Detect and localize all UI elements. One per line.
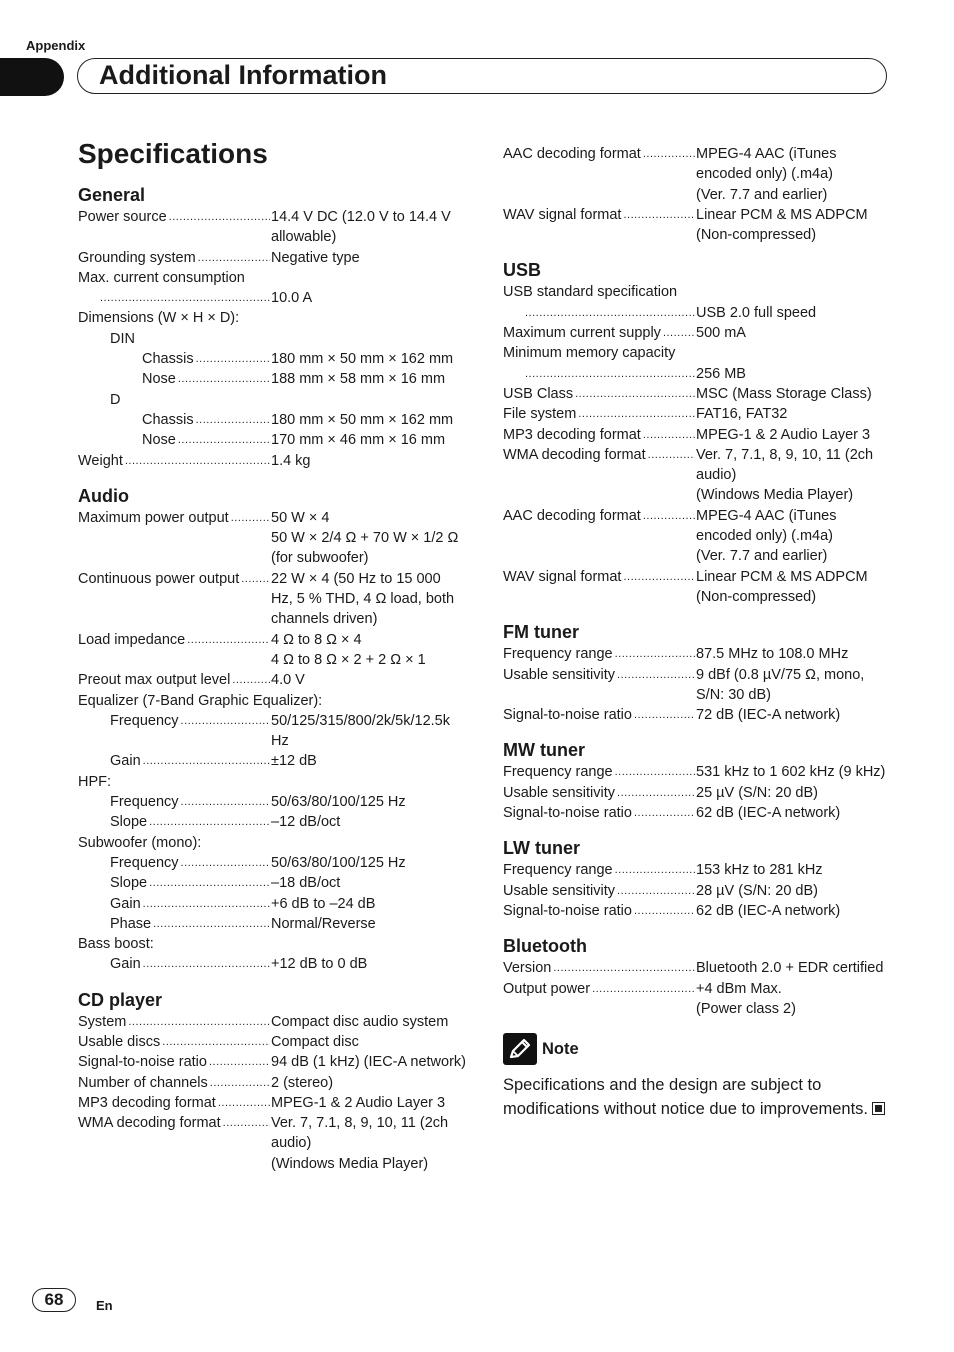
spec-row xyxy=(78,691,466,711)
spec-heading: Audio xyxy=(78,485,129,506)
spec-row xyxy=(78,288,466,308)
spec-label: Gain xyxy=(110,956,141,973)
spec-value: +4 dBm Max. (Power class 2) xyxy=(696,980,796,1017)
spec-label: Signal-to-noise ratio xyxy=(503,902,632,919)
spec-row xyxy=(78,248,466,268)
spec-label: Output power xyxy=(503,980,591,997)
spec-row xyxy=(503,665,891,706)
page-title: Specifications xyxy=(78,138,268,169)
spec-value: –18 dB/oct xyxy=(271,875,341,892)
spec-value: Normal/Reverse xyxy=(271,915,376,932)
spec-group-lw-tuner xyxy=(503,837,891,921)
spec-heading: General xyxy=(78,185,146,205)
spec-group-fm-tuner xyxy=(503,621,891,725)
spec-label: System xyxy=(78,1013,127,1030)
spec-value: 1.4 kg xyxy=(271,452,311,469)
spec-label: Dimensions (W × H × D): xyxy=(78,310,240,327)
spec-value: 500 mA xyxy=(696,325,746,342)
spec-row xyxy=(78,1113,466,1174)
right-column xyxy=(503,144,891,1121)
spec-row xyxy=(78,792,466,812)
spec-label: Nose xyxy=(142,432,176,449)
leader-dots xyxy=(641,425,695,445)
spec-row xyxy=(503,803,891,823)
spec-label: Phase xyxy=(110,915,152,932)
spec-label: AAC decoding format xyxy=(503,146,641,162)
spec-value: Negative type xyxy=(271,249,360,266)
leader-dots xyxy=(523,303,695,323)
spec-label: Signal-to-noise ratio xyxy=(78,1054,207,1071)
spec-row xyxy=(78,451,466,471)
spec-row xyxy=(78,207,466,248)
spec-label: WAV signal format xyxy=(503,206,622,223)
spec-label: Load impedance xyxy=(78,631,186,648)
spec-heading: MW tuner xyxy=(503,740,585,761)
spec-row xyxy=(78,1012,466,1032)
leader-dots xyxy=(621,205,695,246)
spec-heading: FM tuner xyxy=(503,622,579,643)
spec-label: Slope xyxy=(110,814,148,831)
spec-value: MSC (Mass Storage Class) xyxy=(696,385,872,402)
spec-label: Nose xyxy=(142,371,176,388)
spec-heading: LW tuner xyxy=(503,838,580,859)
spec-row xyxy=(78,751,466,771)
language-code: En xyxy=(96,1298,113,1313)
spec-row xyxy=(78,954,466,974)
spec-label: Frequency range xyxy=(503,862,613,879)
spec-value: 10.0 A xyxy=(271,290,313,307)
spec-label: Minimum memory capacity xyxy=(503,345,676,362)
spec-row xyxy=(503,343,891,363)
spec-value: 50 W × 4 50 W × 2/4 Ω + 70 W × 1/2 Ω (for subwoofer) xyxy=(271,509,459,567)
leader-dots xyxy=(98,288,270,308)
leader-dots xyxy=(573,384,695,404)
spec-row xyxy=(78,569,466,630)
spec-label: Bass boost: xyxy=(78,936,154,953)
spec-value: 4 Ω to 8 Ω × 4 4 Ω to 8 Ω × 2 + 2 Ω × 1 xyxy=(271,631,426,668)
leader-dots xyxy=(196,248,270,268)
leader-dots xyxy=(641,144,695,205)
leader-dots xyxy=(176,369,270,389)
leader-dots xyxy=(621,567,695,608)
spec-row xyxy=(503,303,891,323)
pencil-note-icon xyxy=(503,1033,537,1065)
leader-dots xyxy=(576,404,695,424)
spec-label: File system xyxy=(503,406,577,423)
spec-row xyxy=(78,670,466,690)
spec-row xyxy=(78,934,466,954)
spec-value: 531 kHz to 1 602 kHz (9 kHz) xyxy=(696,764,886,781)
spec-label: Continuous power output xyxy=(78,570,240,587)
spec-label: USB standard specification xyxy=(503,284,678,301)
leader-dots xyxy=(641,506,695,567)
leader-dots xyxy=(185,630,270,671)
spec-group-general xyxy=(78,184,466,471)
spec-row xyxy=(503,762,891,782)
spec-group-audio xyxy=(78,485,466,975)
spec-row xyxy=(78,308,466,328)
spec-value: Ver. 7, 7.1, 8, 9, 10, 11 (2ch audio) (Windows Media Player) xyxy=(696,446,874,504)
leader-dots xyxy=(613,644,695,664)
spec-group-cd-player xyxy=(78,989,466,1174)
spec-value: 9 dBf (0.8 µV/75 Ω, mono, S/N: 30 dB) xyxy=(696,666,865,703)
spec-row xyxy=(503,567,891,608)
spec-row xyxy=(78,833,466,853)
leader-dots xyxy=(160,1032,270,1052)
spec-label: Grounding system xyxy=(78,249,196,266)
spec-value: 50/125/315/800/2k/5k/12.5k Hz xyxy=(271,712,450,750)
spec-label: WMA decoding format xyxy=(503,446,646,463)
spec-row xyxy=(78,1052,466,1072)
note-label: Note xyxy=(542,1039,579,1058)
spec-label: Number of channels xyxy=(78,1074,208,1091)
spec-row xyxy=(78,369,466,389)
spec-label: MP3 decoding format xyxy=(78,1094,216,1111)
spec-value: MPEG-1 & 2 Audio Layer 3 xyxy=(696,426,871,443)
spec-value: +12 dB to 0 dB xyxy=(271,956,368,973)
spec-label: Chassis xyxy=(142,351,194,368)
leader-dots xyxy=(646,445,695,506)
spec-row xyxy=(78,772,466,792)
spec-label: WAV signal format xyxy=(503,568,622,585)
spec-group-mw-tuner xyxy=(503,739,891,823)
spec-value: 50/63/80/100/125 Hz xyxy=(271,854,406,871)
spec-label: Slope xyxy=(110,875,148,892)
spec-label: Usable sensitivity xyxy=(503,666,616,683)
spec-row xyxy=(78,894,466,914)
spec-label: Frequency range xyxy=(503,646,613,663)
spec-row xyxy=(503,644,891,664)
spec-label: Weight xyxy=(78,452,123,469)
spec-value: 180 mm × 50 mm × 162 mm xyxy=(271,351,454,368)
spec-value: Linear PCM & MS ADPCM (Non-compressed) xyxy=(696,568,868,605)
spec-label: Usable sensitivity xyxy=(503,784,616,801)
spec-label: MP3 decoding format xyxy=(503,426,641,443)
spec-row xyxy=(503,404,891,424)
note-text: Specifications and the design are subject to modifications without notice due to improvements. xyxy=(503,1073,895,1121)
spec-label: Preout max output level xyxy=(78,672,231,689)
leader-dots xyxy=(176,430,270,450)
leader-dots xyxy=(239,569,270,630)
spec-row xyxy=(78,630,466,671)
spec-value: 256 MB xyxy=(696,365,746,382)
leader-dots xyxy=(229,508,270,569)
spec-heading: USB xyxy=(503,260,542,281)
spec-value: Compact disc audio system xyxy=(271,1013,449,1030)
page-number: 68 xyxy=(32,1288,76,1312)
leader-dots xyxy=(613,762,695,782)
spec-value: 2 (stereo) xyxy=(271,1074,334,1091)
spec-value: 87.5 MHz to 108.0 MHz xyxy=(696,646,849,663)
spec-label: Maximum current supply xyxy=(503,325,661,342)
spec-row xyxy=(78,508,466,569)
spec-value: 153 kHz to 281 kHz xyxy=(696,862,823,879)
spec-row xyxy=(503,323,891,343)
leader-dots xyxy=(141,954,270,974)
leader-dots xyxy=(632,705,695,725)
spec-row xyxy=(78,390,466,410)
leader-dots xyxy=(141,751,270,771)
spec-label: Gain xyxy=(110,895,141,912)
spec-value: USB 2.0 full speed xyxy=(696,304,817,321)
spec-group-bluetooth xyxy=(503,935,891,1019)
spec-value: 4.0 V xyxy=(271,672,305,689)
spec-value: 188 mm × 58 mm × 16 mm xyxy=(271,371,446,388)
note-header xyxy=(503,1033,891,1065)
spec-label: Frequency xyxy=(110,712,179,729)
spec-heading: CD player xyxy=(78,989,163,1010)
spec-value: 14.4 V DC (12.0 V to 14.4 V allowable) xyxy=(271,209,451,246)
spec-row xyxy=(78,1073,466,1093)
section-title: Additional Information xyxy=(99,60,387,90)
leader-dots xyxy=(207,1052,270,1072)
spec-value: 50/63/80/100/125 Hz xyxy=(271,794,406,811)
spec-row xyxy=(78,329,466,349)
spec-label: Maximum power output xyxy=(78,509,229,526)
spec-row xyxy=(78,268,466,288)
leader-dots xyxy=(615,783,695,803)
spec-group-continued xyxy=(503,144,891,245)
spec-row xyxy=(503,958,891,978)
spec-row xyxy=(503,506,891,567)
spec-value: –12 dB/oct xyxy=(271,814,341,831)
spec-heading: Bluetooth xyxy=(503,936,587,957)
leader-dots xyxy=(151,914,270,934)
spec-label: Signal-to-noise ratio xyxy=(503,805,632,822)
leader-dots xyxy=(208,1073,270,1093)
spec-row xyxy=(78,812,466,832)
leader-dots xyxy=(221,1113,270,1174)
spec-row xyxy=(503,901,891,921)
section-tab-marker xyxy=(0,58,64,96)
spec-row xyxy=(503,979,891,1020)
appendix-label: Appendix xyxy=(26,38,86,53)
spec-row xyxy=(503,205,891,246)
leader-dots xyxy=(141,894,270,914)
spec-row xyxy=(503,445,891,506)
section-header xyxy=(77,58,887,94)
end-mark-icon xyxy=(872,1102,885,1115)
spec-label: USB Class xyxy=(503,385,574,402)
spec-row xyxy=(78,711,466,752)
leader-dots xyxy=(179,711,270,752)
spec-value: ±12 dB xyxy=(271,753,317,770)
leader-dots xyxy=(179,792,270,812)
spec-row xyxy=(503,783,891,803)
leader-dots xyxy=(147,873,270,893)
spec-label: Frequency xyxy=(110,794,179,811)
spec-group-usb xyxy=(503,259,891,607)
spec-label: Signal-to-noise ratio xyxy=(503,707,632,724)
spec-row xyxy=(503,364,891,384)
leader-dots xyxy=(194,349,270,369)
spec-value: 62 dB (IEC-A network) xyxy=(696,805,841,822)
spec-value: 62 dB (IEC-A network) xyxy=(696,902,841,919)
spec-value: MPEG-4 AAC (iTunes encoded only) (.m4a) (Ver. 7.7 and earlier) xyxy=(696,146,837,203)
leader-dots xyxy=(590,979,695,1020)
spec-row xyxy=(503,384,891,404)
spec-value: Ver. 7, 7.1, 8, 9, 10, 11 (2ch audio) (Windows Media Player) xyxy=(271,1115,449,1172)
spec-row xyxy=(503,881,891,901)
spec-row xyxy=(503,860,891,880)
spec-row xyxy=(78,349,466,369)
spec-value: 28 µV (S/N: 20 dB) xyxy=(696,882,818,899)
leader-dots xyxy=(230,670,270,690)
spec-value: 170 mm × 46 mm × 16 mm xyxy=(271,432,446,449)
spec-label: AAC decoding format xyxy=(503,507,641,524)
leader-dots xyxy=(613,860,695,880)
spec-value: Bluetooth 2.0 + EDR certified xyxy=(696,960,884,977)
leader-dots xyxy=(179,853,270,873)
spec-label: Version xyxy=(503,960,552,977)
spec-label: WMA decoding format xyxy=(78,1115,221,1132)
spec-value: MPEG-4 AAC (iTunes encoded only) (.m4a) (Ver. 7.7 and earlier) xyxy=(696,507,837,565)
leader-dots xyxy=(632,803,695,823)
spec-row xyxy=(503,705,891,725)
spec-row xyxy=(78,914,466,934)
spec-label: Frequency range xyxy=(503,764,613,781)
spec-label: Frequency xyxy=(110,854,179,871)
leader-dots xyxy=(167,207,270,248)
spec-label: Power source xyxy=(78,209,167,225)
spec-row xyxy=(78,1093,466,1113)
spec-value: 180 mm × 50 mm × 162 mm xyxy=(271,411,454,428)
leader-dots xyxy=(123,451,270,471)
spec-value: 72 dB (IEC-A network) xyxy=(696,707,841,724)
spec-label: D xyxy=(110,391,121,408)
spec-row xyxy=(78,430,466,450)
spec-value: 25 µV (S/N: 20 dB) xyxy=(696,784,818,801)
leader-dots xyxy=(126,1012,270,1032)
spec-row xyxy=(503,144,891,205)
spec-label: Usable sensitivity xyxy=(503,882,616,899)
leader-dots xyxy=(194,410,270,430)
spec-label: Max. current consumption xyxy=(78,269,245,286)
leader-dots xyxy=(615,881,695,901)
left-column xyxy=(78,184,466,1188)
leader-dots xyxy=(551,958,695,978)
spec-row xyxy=(503,282,891,302)
leader-dots xyxy=(632,901,695,921)
leader-dots xyxy=(523,364,695,384)
spec-row xyxy=(503,425,891,445)
spec-label: Subwoofer (mono): xyxy=(78,834,202,851)
spec-value: FAT16, FAT32 xyxy=(696,406,788,423)
spec-label: Gain xyxy=(110,753,141,770)
spec-label: HPF: xyxy=(78,773,112,790)
spec-row xyxy=(78,410,466,430)
leader-dots xyxy=(661,323,695,343)
leader-dots xyxy=(147,812,270,832)
leader-dots xyxy=(615,665,695,706)
spec-label: DIN xyxy=(110,330,135,347)
spec-value: Compact disc xyxy=(271,1033,359,1050)
spec-label: Chassis xyxy=(142,411,194,428)
spec-value: 22 W × 4 (50 Hz to 15 000 Hz, 5 % THD, 4 Ω load, both channels driven) xyxy=(271,570,455,628)
spec-value: MPEG-1 & 2 Audio Layer 3 xyxy=(271,1094,446,1111)
spec-value: +6 dB to –24 dB xyxy=(271,895,376,912)
spec-row xyxy=(78,853,466,873)
spec-value: Linear PCM & MS ADPCM (Non-compressed) xyxy=(696,206,868,244)
leader-dots xyxy=(216,1093,270,1113)
spec-label: Usable discs xyxy=(78,1033,161,1050)
spec-row xyxy=(78,873,466,893)
spec-row xyxy=(78,1032,466,1052)
spec-value: 94 dB (1 kHz) (IEC-A network) xyxy=(271,1054,466,1071)
spec-label: Equalizer (7-Band Graphic Equalizer): xyxy=(78,692,323,709)
